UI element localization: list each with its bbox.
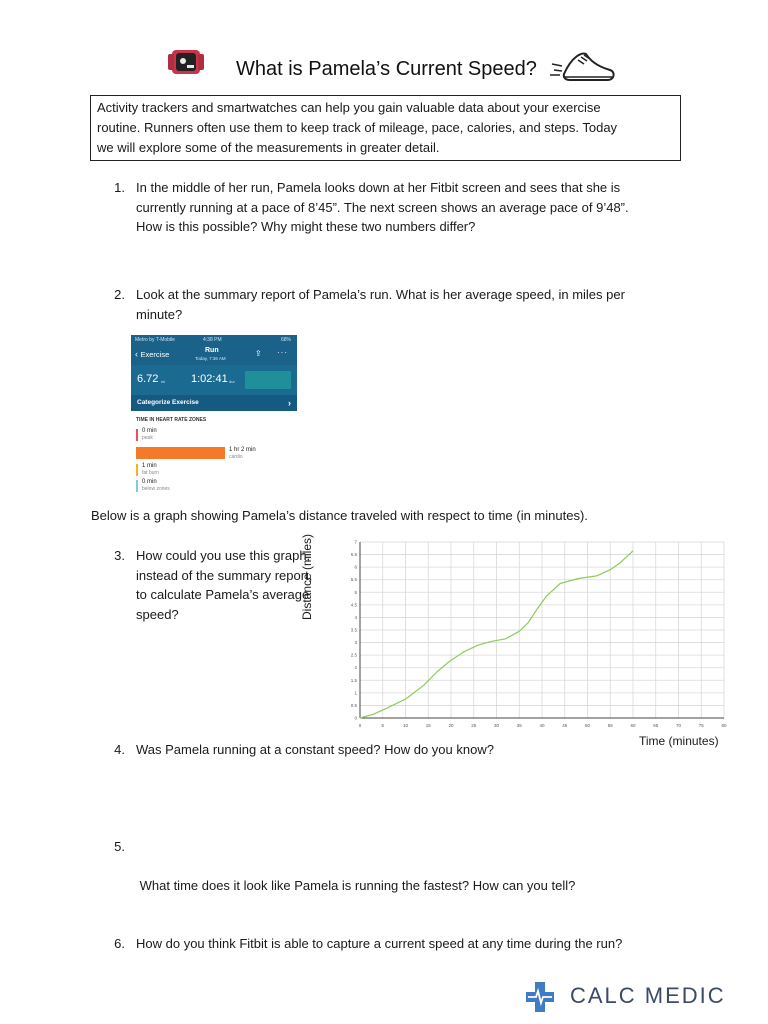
share-icon[interactable]: ⇪ [255, 349, 262, 358]
categorize-label: Categorize Exercise [137, 399, 199, 406]
x-tick-label: 50 [584, 723, 591, 728]
y-tick-label: 1 [354, 690, 357, 696]
question-line: instead of the summary report, [136, 567, 313, 583]
zone-bar-fat-burn [136, 464, 138, 476]
y-tick-label: 5 [354, 589, 357, 595]
y-tick-label: 2 [354, 665, 357, 671]
intro-box [90, 95, 681, 161]
back-button[interactable]: ‹ Exercise [135, 349, 170, 359]
fitbit-summary-screenshot [131, 335, 297, 495]
question-number: 2. [114, 287, 125, 302]
zone-label: fat burn [142, 470, 159, 476]
zone-value: 1 hr 2 min [229, 447, 256, 453]
question-line: minute? [136, 306, 183, 322]
question-3 [136, 546, 312, 624]
activity-name: Run [205, 347, 219, 354]
zone-value: 1 min [142, 463, 157, 469]
battery: 68% [280, 337, 291, 343]
y-tick-label: 0.5 [350, 702, 357, 708]
duration-unit: dur [229, 379, 235, 384]
x-tick-label: 40 [539, 723, 545, 728]
x-tick-label: 30 [493, 723, 500, 728]
nav-bar [131, 345, 297, 365]
question-line: What time does it look like Pamela is running the fastest? How can you tell? [136, 878, 576, 893]
distance-value: 6.72 [137, 373, 159, 385]
question-number: 1. [114, 180, 125, 195]
x-tick-label: 20 [448, 723, 454, 728]
question-line: speed? [136, 606, 179, 622]
zone-bar-peak [136, 429, 138, 441]
question-line: In the middle of her run, Pamela looks down at her Fitbit screen and sees that she is [136, 180, 621, 195]
question-line: Look at the summary report of Pamela’s run. What is her average speed, in miles per [136, 287, 625, 302]
question-line: How could you use this graph, [136, 548, 311, 563]
duration-value: 1:02:41 [191, 373, 228, 385]
y-tick-label: 5.5 [350, 577, 357, 583]
y-tick-label: 7 [354, 539, 357, 545]
chevron-right-icon: › [288, 398, 291, 408]
x-tick-label: 0 [358, 723, 362, 728]
zone-label: peak [142, 435, 153, 441]
calc-medic-logo-text: CALC MEDIC [570, 983, 726, 1008]
y-axis-label: Distance (miles) [300, 533, 314, 620]
intro-line: Activity trackers and smartwatches can help you gain valuable data about your exercise [97, 100, 601, 115]
y-tick-label: 6.5 [350, 552, 357, 558]
question-2 [136, 285, 625, 324]
x-tick-label: 45 [562, 723, 568, 728]
question-number: 3. [114, 548, 125, 563]
y-tick-label: 6 [354, 564, 357, 570]
y-tick-label: 4.5 [350, 602, 357, 608]
x-tick-label: 35 [516, 723, 522, 728]
question-4 [136, 740, 494, 760]
distance-unit: mi [161, 379, 166, 384]
activity-sub: Today, 7:36 AM [195, 356, 226, 361]
intro-line: we will explore some of the measurements in greater detail. [97, 140, 440, 155]
question-line: Was Pamela running at a constant speed? How do you know? [136, 742, 494, 757]
x-tick-label: 70 [675, 723, 682, 728]
x-tick-label: 25 [471, 723, 477, 728]
x-tick-label: 75 [698, 723, 704, 728]
carrier: Metro by T-Mobile [135, 337, 175, 343]
x-axis-label: Time (minutes) [639, 734, 719, 748]
y-tick-label: 3 [354, 640, 357, 646]
question-6 [136, 934, 622, 954]
zone-value: 0 min [142, 428, 157, 434]
status-time: 4:38 PM [203, 337, 222, 343]
question-number: 4. [114, 742, 125, 757]
x-tick-label: 10 [402, 723, 409, 728]
y-tick-label: 1.5 [350, 677, 357, 683]
running-shoe-icon [550, 44, 618, 88]
zone-value: 0 min [142, 479, 157, 485]
x-tick-label: 55 [607, 723, 613, 728]
heart-rate-zones [131, 411, 297, 495]
x-tick-label: 15 [425, 723, 431, 728]
question-number: 5. [114, 839, 125, 854]
zone-label: below zones [142, 486, 170, 492]
question-line: How do you think Fitbit is able to capture a current speed at any time during the run? [136, 936, 623, 951]
zone-bar-below [136, 480, 138, 492]
x-tick-label: 5 [381, 723, 385, 728]
question-5 [136, 837, 575, 915]
y-tick-label: 4 [354, 614, 357, 620]
question-1 [136, 178, 629, 237]
intro-line: routine. Runners often use them to keep track of mileage, pace, calories, and steps. Today [97, 120, 618, 135]
y-tick-label: 0 [354, 715, 357, 721]
page-title: What is Pamela’s Current Speed? [236, 58, 537, 80]
back-label: Exercise [140, 350, 170, 359]
y-tick-label: 2.5 [350, 652, 357, 658]
y-tick-label: 3.5 [350, 627, 357, 633]
status-bar [131, 335, 297, 345]
graph-intro-text: Below is a graph showing Pamela’s distance traveled with respect to time (in minutes). [91, 508, 588, 523]
calc-medic-cross-icon [524, 980, 556, 1014]
categorize-exercise-row[interactable] [131, 395, 297, 411]
question-line: How is this possible? Why might these two numbers differ? [136, 219, 476, 234]
zone-bar-cardio [136, 447, 225, 459]
more-icon[interactable]: ··· [277, 348, 288, 357]
question-line: to calculate Pamela’s average [136, 587, 310, 602]
x-tick-label: 80 [721, 723, 727, 728]
zones-header: TIME IN HEART RATE ZONES [136, 417, 207, 423]
question-line: currently running at a pace of 8’45”. The next screen shows an average pace of 9’48”. [136, 199, 629, 215]
zone-label: cardio [229, 454, 243, 460]
distance-time-graph [348, 534, 730, 730]
smartwatch-icon [166, 44, 206, 80]
stats-bar [131, 365, 297, 395]
stat-tile [245, 371, 291, 389]
x-tick-label: 65 [653, 723, 659, 728]
question-number: 6. [114, 936, 125, 951]
x-tick-label: 60 [630, 723, 636, 728]
